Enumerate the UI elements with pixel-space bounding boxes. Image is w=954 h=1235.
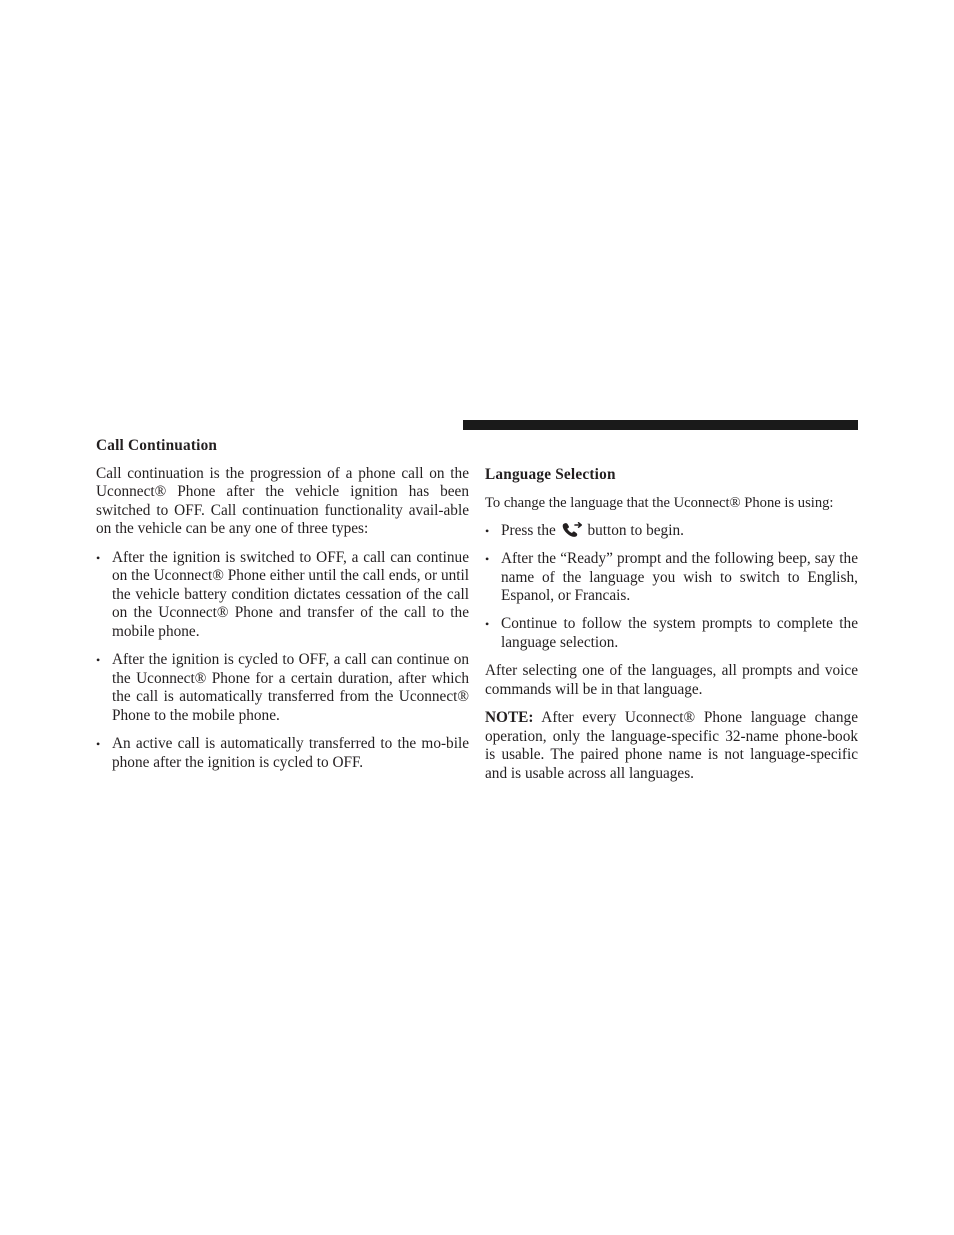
bullet-glyph: • — [96, 737, 101, 752]
note-paragraph — [485, 709, 858, 783]
language-selection-heading: Language Selection — [485, 466, 616, 483]
language-selection-list — [485, 522, 858, 653]
right-column — [485, 466, 858, 793]
list-item-text: After the “Ready” prompt and the following beep, say the name of the language you wish to switch to English, Espanol, or Francais. — [501, 549, 858, 605]
language-selection-intro: To change the language that the Uconnect® Phone is using: — [485, 494, 834, 511]
call-continuation-heading: Call Continuation — [96, 437, 218, 454]
bullet-glyph: • — [485, 523, 490, 538]
list-item-text-after: button to begin. — [587, 521, 684, 539]
bullet-glyph: • — [485, 617, 490, 632]
list-item — [96, 651, 469, 725]
section-header-bar — [463, 420, 858, 430]
note-label: NOTE: — [485, 708, 534, 726]
note-text: After every Uconnect® Phone language change operation, only the language-specific 32-name phone-book is usable. The paired phone name is not language-specific and is usable across all languages. — [485, 708, 858, 782]
list-item — [96, 735, 469, 772]
list-item-text-before: Press the — [501, 521, 556, 539]
list-item-text: After the ignition is switched to OFF, a call can continue on the Uconnect® Phone either until the call ends, or until the vehicle battery condition dictates cessation of the call on the Uconnect® Phone and transfer of the call to the mobile phone. — [112, 548, 469, 640]
phone-icon — [561, 522, 583, 537]
bullet-glyph: • — [96, 653, 101, 668]
list-item-text: An active call is automatically transferred to the mo-bile phone after the ignition is cycled to OFF. — [112, 735, 469, 771]
list-item-text: Continue to follow the system prompts to complete the language selection. — [501, 615, 858, 651]
call-continuation-list — [96, 549, 469, 773]
bullet-glyph: • — [485, 551, 490, 566]
language-result-paragraph: After selecting one of the languages, all prompts and voice commands will be in that language. — [485, 662, 858, 698]
left-column — [96, 437, 469, 782]
list-item-text: After the ignition is cycled to OFF, a call can continue on the Uconnect® Phone for a certain duration, after which the call is automatically transferred from the Uconnect® Phone to the mobile phone. — [112, 651, 469, 724]
list-item — [485, 550, 858, 606]
list-item — [485, 615, 858, 652]
bullet-glyph: • — [96, 550, 101, 565]
list-item — [96, 549, 469, 642]
call-continuation-intro: Call continuation is the progression of a phone call on the Uconnect® Phone after the vehicle ignition has been switched to OFF. Call continuation functionality avail-able on the vehicle can be any one of three types: — [96, 464, 469, 538]
list-item — [485, 522, 858, 541]
